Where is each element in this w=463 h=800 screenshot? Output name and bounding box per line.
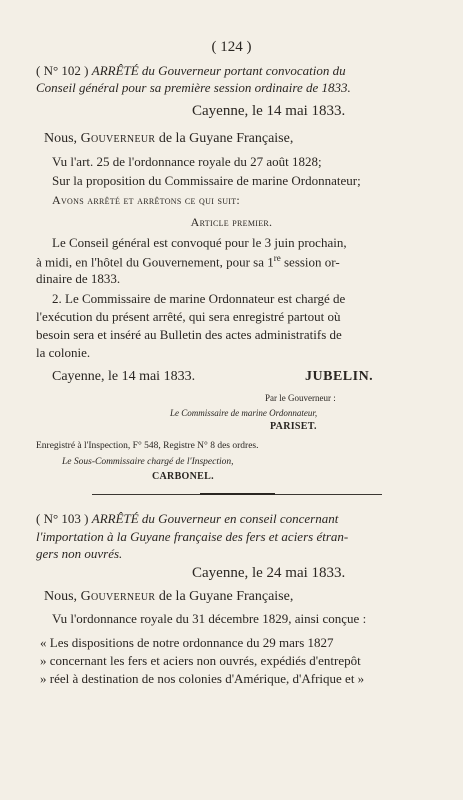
decree-102-carbonel: CARBONEL. [152,471,214,482]
decree-103-visa: Vu l'ordonnance royale du 31 décembre 1829, ainsi conçue : [52,611,367,626]
decree-102-closing-date: Cayenne, le 14 mai 1833. [52,369,196,384]
decree-102-heading-line-1 [36,64,346,77]
decree-103-quote-line-1: « Les dispositions de notre ordonnance du 29 mars 1827 [40,635,334,650]
decree-102-commissaire: Le Commissaire de marine Ordonnateur, [170,408,318,418]
decree-102-proposition: Sur la proposition du Commissaire de marine Ordonnateur; [52,173,361,188]
decree-102-art1-line-1: Le Conseil général est convoqué pour le 3 juin prochain, [52,235,347,250]
decree-103-title-line-1: ARRÊTÉ du Gouverneur en conseil concernant [91,511,339,526]
decree-102-preamble [44,132,293,146]
decree-102-art1-line-2: à midi, en l'hôtel du Gouvernement, pour sa 1re session or- [36,253,340,270]
decree-102-art1-line-3: dinaire de 1833. [36,271,121,286]
decree-102-art2-line-3: besoin sera et inséré au Bulletin des actes administratifs de [36,327,342,342]
decree-103-quote-line-2: » concernant les fers et aciers non ouvrés, expédiés d'entrepôt [40,653,361,668]
decree-102-art2-line-1: 2. Le Commissaire de marine Ordonnateur est chargé de [52,291,346,306]
decree-102-date: Cayenne, le 14 mai 1833. [192,103,346,119]
decree-103-date: Cayenne, le 24 mai 1833. [192,565,346,581]
decree-103-title-line-2: l'importation à la Guyane française des fers et aciers étran- [36,529,349,544]
decree-102-sous-commissaire: Le Sous-Commissaire chargé de l'Inspection, [62,457,234,467]
decree-102-signature: JUBELIN. [305,369,374,384]
decree-103-title-line-3: gers non ouvrés. [36,546,123,561]
decree-102-title-line-1: ARRÊTÉ du Gouverneur portant convocation du [91,63,346,78]
decree-102-visa: Vu l'art. 25 de l'ordonnance royale du 27 août 1828; [52,154,322,169]
decree-102-guyane: de la Guyane Française, [155,131,294,146]
decree-103-number: ( N° 103 ) [36,511,89,526]
decree-102-title-line-2: Conseil général pour sa première session ordinaire de 1833. [36,80,351,95]
decree-102-gouverneur: Gouverneur [80,131,156,146]
decree-102-countersign: PARISET. [270,421,317,432]
decree-102-art2-line-2: l'exécution du présent arrêté, qui sera enregistré partout où [36,309,341,324]
decree-102-avons: Avons arrêté et arrêtons ce qui suit: [52,193,241,207]
decree-102-art2-line-4: la colonie. [36,345,91,360]
decree-103-preamble: Nous, Gouverneur de la Guyane Française, [44,589,294,604]
decree-102-par-le-gouverneur: Par le Gouverneur : [265,393,336,403]
decree-103-quote-line-3: » réel à destination de nos colonies d'Amérique, d'Afrique et » [40,671,365,686]
decree-102-registration: Enregistré à l'Inspection, F° 548, Registre N° 8 des ordres. [36,441,259,451]
decree-102-article: Article premier. [190,215,273,229]
section-divider-center [200,493,275,495]
page-number: ( 124 ) [211,39,252,55]
decree-102-nous: Nous, [44,131,81,146]
decree-103-heading-line-1 [36,512,338,525]
decree-102-number: ( N° 102 ) [36,63,89,78]
